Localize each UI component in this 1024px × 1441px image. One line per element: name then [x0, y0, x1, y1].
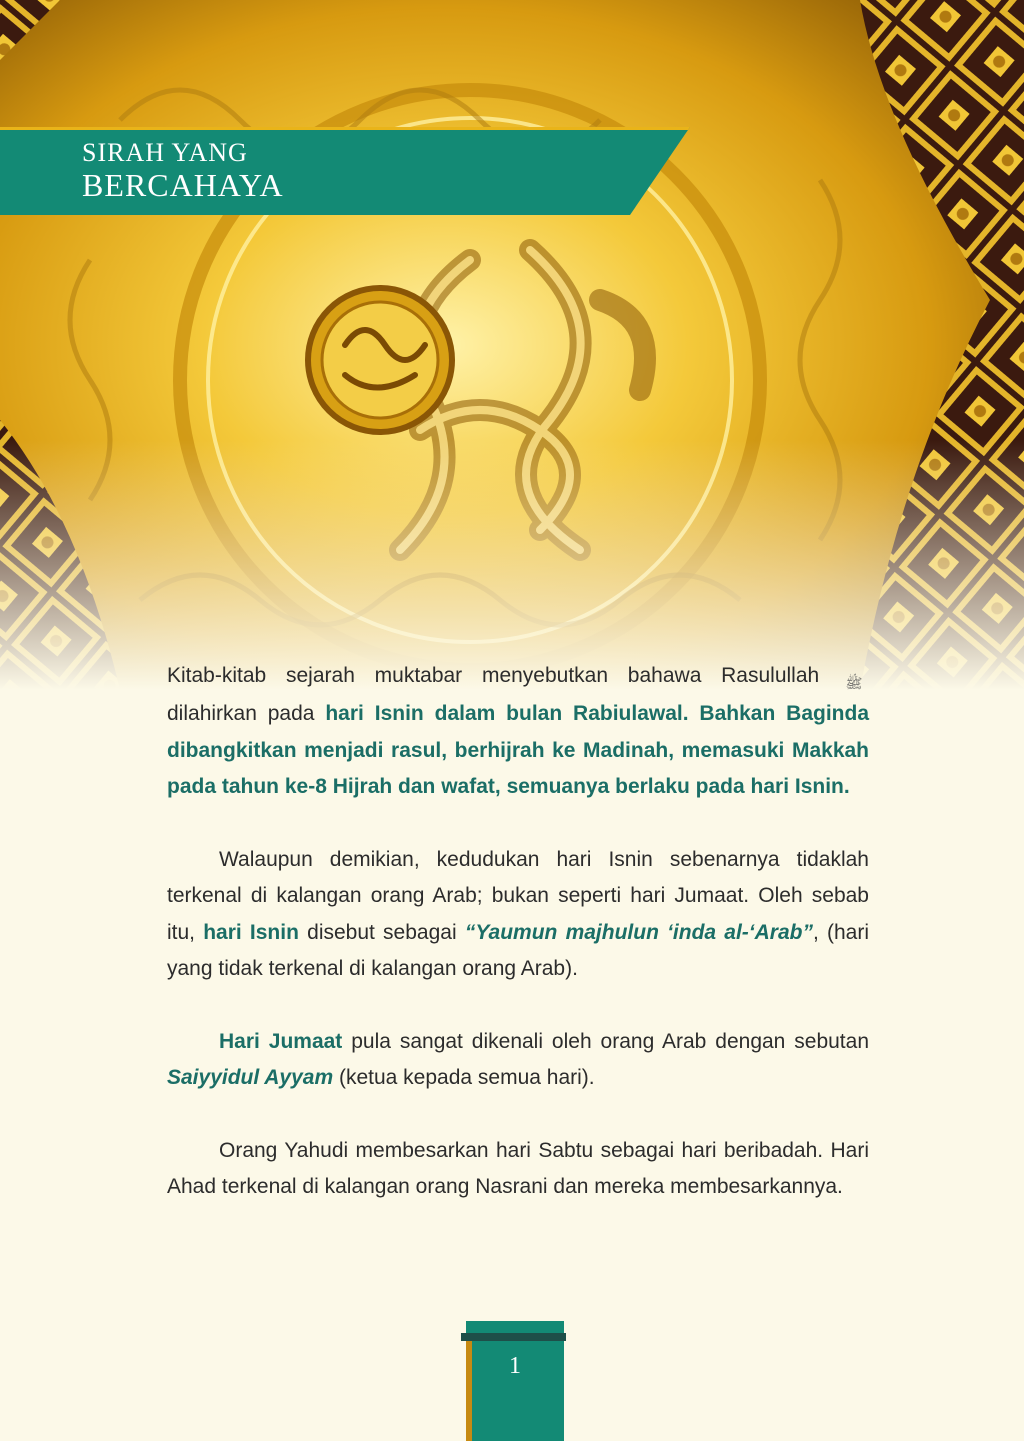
p3-text-b: (ketua kepada semua hari). [338, 1066, 595, 1089]
gold-calligraphy-ornament [0, 0, 1024, 690]
title-banner [0, 127, 690, 215]
p2-text-c: , (hari yang tidak terkenal di kalangan orang Arab). [167, 920, 870, 980]
p3-highlight-italic: Saiyyidul Ayyam [167, 1066, 334, 1089]
p4-text: Orang Yahudi membesarkan hari Sabtu sebagai hari beribadah. Hari Ahad terkenal di kalangan orang Nasrani dan mereka membesarkannya. [167, 1138, 869, 1198]
p1-text-a: Kitab-kitab sejarah muktabar menyebutkan bahawa Rasulullah [167, 664, 820, 687]
title-line-2: BERCAHAYA [82, 167, 284, 203]
page-number-tab [461, 1321, 566, 1441]
p2-highlight-italic: “Yaumun majhulun ‘inda al-‘Arab” [464, 920, 813, 944]
p2-text-a: Walaupun demikian, kedudukan hari Isnin sebenarnya tidaklah terkenal di kalangan orang Arab; bukan seperti hari Jumaat. Oleh sebab itu, [167, 847, 869, 944]
page-tab-shape [461, 1321, 566, 1441]
p2-highlight: hari Isnin [203, 920, 299, 944]
p3-text-a: pula sangat dikenali oleh orang Arab dengan sebutan [351, 1029, 869, 1053]
hero-ornament-image [0, 0, 1024, 690]
paragraph-3 [167, 1024, 869, 1097]
saw-symbol-icon: ﷺ [845, 675, 863, 691]
paragraph-2 [167, 842, 869, 988]
title-line-1: SIRAH YANG [82, 138, 248, 167]
p3-highlight: Hari Jumaat [219, 1029, 343, 1053]
paragraph-1 [167, 658, 869, 806]
article-body [167, 658, 869, 1242]
paragraph-4 [167, 1133, 869, 1206]
p1-highlight: hari Isnin dalam bulan Rabiulawal. Bahkan Baginda dibangkitkan menjadi rasul, berhijrah ke Madinah, memasuki Makkah pada tahun ke-8 Hijrah dan wafat, semuanya berlaku pada hari Isnin. [167, 702, 870, 798]
p1-text-b: dilahirkan pada [167, 702, 315, 725]
page-number: 1 [509, 1353, 521, 1379]
p2-text-b: disebut sebagai [307, 920, 457, 944]
